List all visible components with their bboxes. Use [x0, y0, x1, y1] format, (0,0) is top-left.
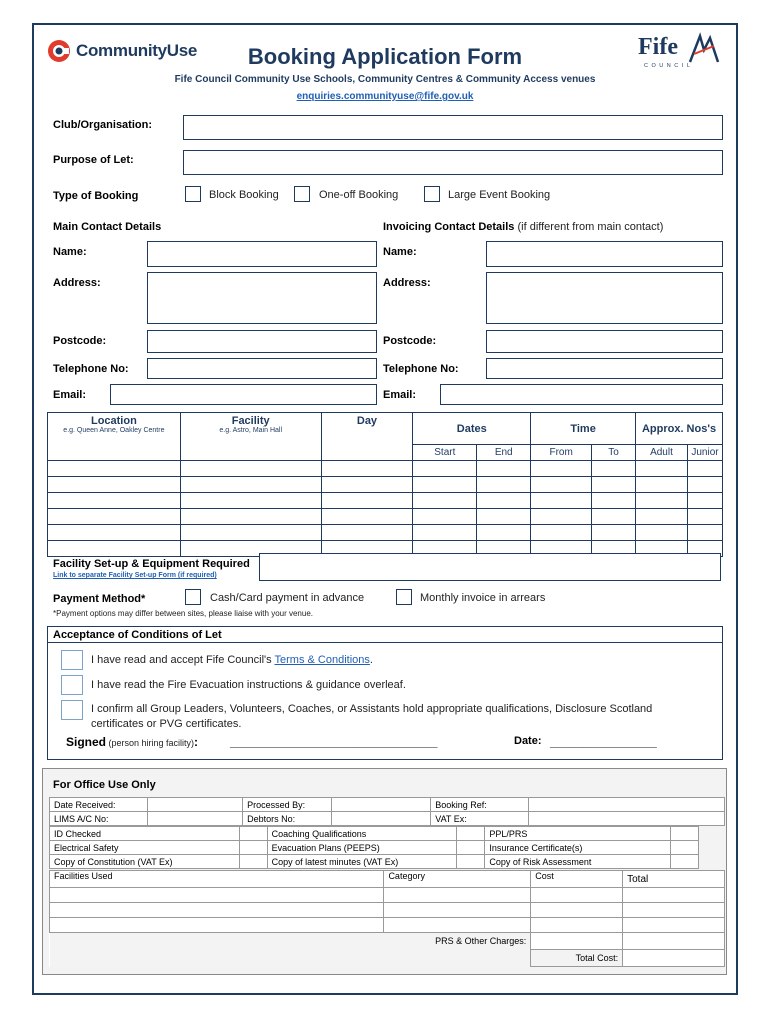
terms-text	[91, 654, 373, 666]
invoice-email-label: Email:	[383, 389, 417, 401]
booking-ref-cell[interactable]	[528, 798, 724, 812]
total-label: Total	[623, 871, 725, 888]
date-received-cell[interactable]	[147, 798, 243, 812]
table-cell[interactable]	[636, 477, 688, 493]
club-input[interactable]	[183, 115, 723, 140]
table-cell[interactable]	[687, 509, 722, 525]
signature-line[interactable]: ________________________________	[230, 735, 438, 749]
table-cell[interactable]	[321, 525, 413, 541]
table-cell[interactable]	[687, 477, 722, 493]
office-row	[50, 903, 725, 918]
table-cell[interactable]	[477, 461, 531, 477]
adult-header: Adult	[636, 445, 688, 461]
type-label: Type of Booking	[53, 190, 139, 202]
date-label: Date:	[514, 735, 542, 747]
invoice-email-input[interactable]	[440, 384, 723, 405]
invoice-address-input[interactable]	[486, 272, 723, 324]
club-label: Club/Organisation:	[53, 119, 152, 131]
electrical-cell[interactable]	[239, 841, 267, 855]
dates-header: Dates	[413, 413, 531, 445]
office-row	[50, 798, 725, 812]
office-cell[interactable]	[531, 903, 623, 918]
table-cell[interactable]	[48, 541, 181, 557]
office-cell[interactable]	[384, 888, 531, 903]
logo-text: CommunityUse	[76, 41, 198, 60]
category-label: Category	[384, 871, 531, 888]
table-cell[interactable]	[687, 461, 722, 477]
setup-label: Facility Set-up & Equipment Required	[53, 558, 250, 570]
table-cell[interactable]	[636, 461, 688, 477]
office-table-charges	[49, 870, 725, 967]
table-cell[interactable]	[531, 477, 592, 493]
main-telephone-label: Telephone No:	[53, 363, 129, 375]
main-telephone-input[interactable]	[147, 358, 377, 379]
office-use-heading: For Office Use Only	[53, 779, 156, 791]
approx-header: Approx. Nos's	[636, 413, 723, 445]
table-cell[interactable]	[477, 493, 531, 509]
invoice-name-input[interactable]	[486, 241, 723, 267]
fife-logo-text: Fife	[638, 34, 678, 60]
terms-conditions-link[interactable]: Terms & Conditions	[274, 654, 370, 666]
terms-text-post: .	[369, 654, 373, 666]
table-cell[interactable]	[477, 509, 531, 525]
main-postcode-input[interactable]	[147, 330, 377, 353]
location-title: Location	[90, 415, 137, 427]
minutes-cell[interactable]	[457, 855, 485, 869]
large-event-checkbox[interactable]	[424, 186, 440, 202]
table-cell[interactable]	[592, 493, 636, 509]
main-email-label: Email:	[53, 389, 87, 401]
table-cell[interactable]	[477, 525, 531, 541]
table-cell[interactable]	[477, 477, 531, 493]
email-link[interactable]: enquiries.communityuse@fife.gov.uk	[296, 91, 474, 102]
table-cell[interactable]	[636, 525, 688, 541]
one-off-booking-checkbox[interactable]	[294, 186, 310, 202]
block-booking-label: Block Booking	[209, 189, 279, 201]
vat-cell[interactable]	[528, 812, 724, 826]
monthly-invoice-checkbox[interactable]	[396, 589, 412, 605]
insurance-label: Insurance Certificate(s)	[485, 841, 671, 855]
lims-cell[interactable]	[147, 812, 243, 826]
setup-input[interactable]	[259, 553, 721, 581]
table-cell[interactable]	[413, 509, 477, 525]
table-cell[interactable]	[531, 461, 592, 477]
constitution-cell[interactable]	[239, 855, 267, 869]
acceptance-heading: Acceptance of Conditions of Let	[53, 629, 222, 641]
invoice-heading-text: Invoicing Contact Details	[383, 221, 515, 233]
table-row[interactable]	[48, 493, 723, 509]
junior-header: Junior	[687, 445, 722, 461]
coaching-label: Coaching Qualifications	[267, 827, 457, 841]
main-contact-heading: Main Contact Details	[53, 221, 162, 233]
start-header: Start	[413, 445, 477, 461]
table-cell[interactable]	[48, 509, 181, 525]
total-cost-cell[interactable]	[623, 950, 725, 967]
office-cell[interactable]	[623, 888, 725, 903]
table-cell[interactable]	[321, 461, 413, 477]
table-cell[interactable]	[687, 493, 722, 509]
table-cell[interactable]	[592, 477, 636, 493]
one-off-booking-label: One-off Booking	[319, 189, 399, 201]
office-row	[50, 950, 725, 967]
id-checked-cell[interactable]	[239, 827, 267, 841]
page-title: Booking Application Form	[247, 44, 523, 69]
prs-cell[interactable]	[531, 933, 623, 950]
fire-evacuation-text: I have read the Fire Evacuation instructions & guidance overleaf.	[91, 679, 406, 691]
id-checked-label: ID Checked	[50, 827, 240, 841]
payment-label: Payment Method*	[53, 593, 146, 605]
table-row[interactable]	[48, 509, 723, 525]
office-row	[50, 871, 725, 888]
table-cell[interactable]	[180, 477, 321, 493]
table-cell[interactable]	[531, 509, 592, 525]
office-row	[50, 933, 725, 950]
table-cell[interactable]	[413, 477, 477, 493]
table-row[interactable]	[48, 461, 723, 477]
booking-header-row	[48, 413, 723, 445]
office-cell[interactable]	[50, 918, 384, 933]
booking-table	[47, 412, 723, 557]
table-cell[interactable]	[180, 493, 321, 509]
terms-text-pre: I have read and accept Fife Council's	[91, 654, 275, 666]
cost-label: Cost	[531, 871, 623, 888]
electrical-label: Electrical Safety	[50, 841, 240, 855]
date-line[interactable]: ________________	[550, 735, 657, 749]
setup-form-link[interactable]: Link to separate Facility Set-up Form (if required)	[53, 572, 217, 579]
office-row	[50, 827, 699, 841]
office-row	[50, 812, 725, 826]
qualifications-checkbox[interactable]	[61, 700, 83, 720]
day-header	[321, 413, 413, 461]
office-row	[50, 888, 725, 903]
from-header: From	[531, 445, 592, 461]
invoice-heading-note: (if different from main contact)	[514, 221, 664, 233]
table-cell[interactable]	[321, 477, 413, 493]
day-title: Day	[356, 415, 378, 427]
table-cell[interactable]	[413, 493, 477, 509]
invoice-address-label: Address:	[383, 277, 431, 289]
location-header	[48, 413, 181, 461]
processed-by-label: Processed By:	[243, 798, 332, 812]
community-use-logo	[46, 38, 197, 64]
debtors-label: Debtors No:	[243, 812, 332, 826]
risk-label: Copy of Risk Assessment	[485, 855, 671, 869]
vat-label: VAT Ex:	[431, 812, 529, 826]
evacuation-label: Evacuation Plans (PEEPS)	[267, 841, 457, 855]
office-cell[interactable]	[623, 903, 725, 918]
constitution-label: Copy of Constitution (VAT Ex)	[50, 855, 240, 869]
office-cell[interactable]	[531, 918, 623, 933]
table-row[interactable]	[48, 525, 723, 541]
subtitle: Fife Council Community Use Schools, Community Centres & Community Access venues	[174, 74, 596, 85]
table-cell[interactable]	[180, 461, 321, 477]
lims-label: LIMS A/C No:	[50, 812, 148, 826]
qualifications-text-line2: certificates or PVG certificates.	[91, 718, 242, 730]
table-cell[interactable]	[180, 509, 321, 525]
location-hint: e.g. Queen Anne, Oakley Centre	[63, 427, 165, 434]
to-header: To	[592, 445, 636, 461]
office-cell[interactable]	[531, 888, 623, 903]
cash-card-label: Cash/Card payment in advance	[210, 592, 365, 604]
invoice-telephone-input[interactable]	[486, 358, 723, 379]
fife-logo-emblem-icon	[686, 32, 722, 66]
evacuation-cell[interactable]	[457, 841, 485, 855]
office-table-checks	[49, 826, 699, 869]
main-postcode-label: Postcode:	[53, 335, 107, 347]
main-address-label: Address:	[53, 277, 101, 289]
processed-by-cell[interactable]	[331, 798, 431, 812]
facility-hint: e.g. Astro, Main Hall	[219, 427, 282, 434]
table-cell[interactable]	[413, 461, 477, 477]
cash-card-checkbox[interactable]	[185, 589, 201, 605]
main-name-input[interactable]	[147, 241, 377, 267]
insurance-cell[interactable]	[671, 841, 699, 855]
large-event-label: Large Event Booking	[448, 189, 551, 201]
table-cell[interactable]	[413, 525, 477, 541]
payment-note: *Payment options may differ between sites, please liaise with your venue.	[53, 609, 313, 618]
table-cell[interactable]	[48, 525, 181, 541]
debtors-cell[interactable]	[331, 812, 431, 826]
table-row[interactable]	[48, 477, 723, 493]
fife-council-text: C O U N C I L	[644, 63, 691, 69]
signed-note: (person hiring facility)	[106, 738, 195, 748]
table-cell[interactable]	[180, 525, 321, 541]
signed-label	[66, 735, 198, 749]
office-cell[interactable]	[50, 903, 384, 918]
main-email-input[interactable]	[110, 384, 377, 405]
table-cell[interactable]	[531, 493, 592, 509]
community-use-logo-icon	[46, 38, 74, 64]
total-cost-label: Total Cost:	[531, 950, 623, 967]
table-cell[interactable]	[48, 493, 181, 509]
ppl-label: PPL/PRS	[485, 827, 671, 841]
ppl-cell[interactable]	[671, 827, 699, 841]
fire-evacuation-checkbox[interactable]	[61, 675, 83, 695]
table-cell[interactable]	[321, 509, 413, 525]
table-cell[interactable]	[321, 493, 413, 509]
office-cell[interactable]	[50, 888, 384, 903]
facility-header	[180, 413, 321, 461]
office-row	[50, 841, 699, 855]
invoice-postcode-input[interactable]	[486, 330, 723, 353]
table-cell[interactable]	[636, 509, 688, 525]
signed-colon: :	[194, 735, 199, 749]
total-cost-spacer	[50, 950, 531, 967]
fife-council-logo	[638, 34, 728, 74]
terms-checkbox[interactable]	[61, 650, 83, 670]
office-row	[50, 855, 699, 869]
invoice-name-label: Name:	[383, 246, 417, 258]
risk-cell[interactable]	[671, 855, 699, 869]
office-row	[50, 918, 725, 933]
minutes-label: Copy of latest minutes (VAT Ex)	[267, 855, 457, 869]
prs-total-cell[interactable]	[623, 933, 725, 950]
table-cell[interactable]	[592, 509, 636, 525]
date-received-label: Date Received:	[50, 798, 148, 812]
purpose-input[interactable]	[183, 150, 723, 175]
office-cell[interactable]	[384, 918, 531, 933]
invoice-postcode-label: Postcode:	[383, 335, 437, 347]
invoice-contact-heading	[383, 221, 663, 233]
table-cell[interactable]	[48, 461, 181, 477]
main-address-input[interactable]	[147, 272, 377, 324]
office-table-top	[49, 797, 725, 826]
signed-text: Signed	[66, 735, 107, 749]
office-cell[interactable]	[623, 918, 725, 933]
coaching-cell[interactable]	[457, 827, 485, 841]
table-cell[interactable]	[636, 493, 688, 509]
table-cell[interactable]	[531, 525, 592, 541]
table-cell[interactable]	[687, 525, 722, 541]
booking-ref-label: Booking Ref:	[431, 798, 529, 812]
office-cell[interactable]	[384, 903, 531, 918]
purpose-label: Purpose of Let:	[53, 154, 134, 166]
table-cell[interactable]	[48, 477, 181, 493]
time-header: Time	[531, 413, 636, 445]
invoice-telephone-label: Telephone No:	[383, 363, 459, 375]
end-header: End	[477, 445, 531, 461]
main-name-label: Name:	[53, 246, 87, 258]
block-booking-checkbox[interactable]	[185, 186, 201, 202]
monthly-invoice-label: Monthly invoice in arrears	[420, 592, 546, 604]
facilities-used-label: Facilities Used	[50, 871, 384, 888]
prs-label: PRS & Other Charges:	[50, 933, 531, 950]
table-cell[interactable]	[592, 461, 636, 477]
facility-title: Facility	[231, 415, 270, 427]
qualifications-text-line1: I confirm all Group Leaders, Volunteers, Coaches, or Assistants hold appropriate qualifications, Disclosure Scotland	[91, 703, 653, 715]
table-cell[interactable]	[592, 525, 636, 541]
